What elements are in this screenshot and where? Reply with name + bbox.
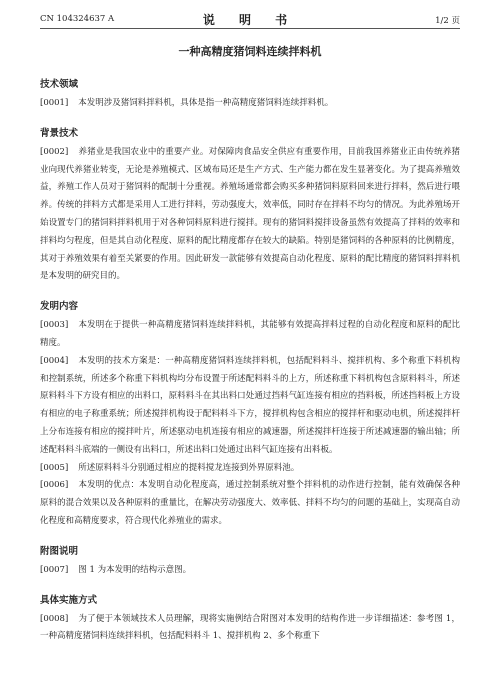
page-number: 1/2 页 xyxy=(435,16,460,26)
paragraph-text: 本发明的技术方案是：一种高精度猪饲料连续拌料机，包括配料料斗、搅拌机构、多个称重下料机构和控制系统，所述多个称重下料机构均分布设置于所述配料料斗的上方，所述称重下料机构包含原料料斗，所述原料料斗下方设有相应的出料口，原料料斗在其出料口处通过挡料气缸连接有相应的挡料板，所述挡料板上方设有相应的电子称重系统；所述搅拌机构设于配料料斗下方，搅拌机构包含相应的搅拌杆和驱动电机，所述搅拌杆上分布连接有相应的搅拌叶片，所述驱动电机连接有相应的减速器，所述搅拌杆连接于所述减速器的输出轴；所述配料料斗底端的一侧设有出料口，所述出料口处通过出料气缸连接有出料板。 xyxy=(40,355,460,455)
paragraph xyxy=(40,562,460,580)
section-drawings xyxy=(40,545,460,580)
page-header xyxy=(40,11,460,27)
section-background xyxy=(40,127,460,286)
paragraph xyxy=(40,477,460,530)
section-heading: 具体实施方式 xyxy=(40,594,98,606)
paragraph-number: [0007] xyxy=(40,564,69,575)
document-title: 一种高精度猪饲料连续拌料机 xyxy=(178,45,322,58)
paragraph-text: 本发明涉及猪饲料拌料机，具体是指一种高精度猪饲料连续拌料机。 xyxy=(78,98,334,108)
paragraph-number: [0005] xyxy=(40,462,69,473)
paragraph-number: [0006] xyxy=(40,480,69,491)
document-type: 说 明 书 xyxy=(202,13,298,27)
section-technical-field xyxy=(40,78,460,113)
paragraph xyxy=(40,95,460,113)
header-divider xyxy=(40,28,460,29)
paragraph-number: [0001] xyxy=(40,98,69,108)
paragraph xyxy=(40,611,460,647)
paragraph-text: 所述原料料斗分别通过相应的提料搅龙连接到外界原料池。 xyxy=(78,462,300,473)
document-body xyxy=(40,78,460,660)
paragraph-text: 图 1 为本发明的结构示意图。 xyxy=(78,564,192,575)
paragraph xyxy=(40,317,460,353)
paragraph xyxy=(40,460,460,478)
paragraph-text: 为了便于本领域技术人员理解，现将实施例结合附图对本发明的结构作进一步详细描述：参考图 1，一种高精度猪饲料连续拌料机，包括配料料斗 1、搅拌机构 2、多个称重下 xyxy=(40,613,460,642)
paragraph xyxy=(40,353,460,460)
section-embodiment xyxy=(40,594,460,647)
paragraph-text: 养猪业是我国农业中的重要产业。对保障肉食品安全供应有重要作用，目前我国养猪业正由传统养猪业向现代养猪业转变，无论是养殖模式、区域布局还是生产方式、生产能力都在发生显著变化。为了提高养殖效益，养殖工作人员对于猪饲料的配制十分重视。养殖场通常都会购买多种猪饲料原料回来进行拌料，然后进行喂养。传统的拌料方式都是采用人工进行拌料，劳动强度大，效率低，同时存在拌料不均匀的情况。为此养殖场开始设置专门的猪饲料拌料机用于对各种饲料原料进行搅拌。现有的猪饲料搅拌设备虽然有效提高了拌料的效率和拌料均匀程度，但是其自动化程度、原料的配比精度都存在较大的缺陷。特别是猪饲料的各种原料的比例精度，其对于养殖效果有着至关紧要的作用。因此研发一款能够有效提高自动化程度、原料的配比精度的猪饲料拌料机是本发明的研究目的。 xyxy=(40,146,460,282)
paragraph-number: [0008] xyxy=(40,613,69,624)
section-heading: 发明内容 xyxy=(40,301,79,313)
paragraph-number: [0003] xyxy=(40,320,69,331)
section-heading: 技术领域 xyxy=(40,79,79,90)
paragraph-number: [0002] xyxy=(40,146,69,157)
section-summary xyxy=(40,300,460,531)
paragraph xyxy=(40,144,460,286)
section-heading: 背景技术 xyxy=(40,127,79,139)
section-heading: 附图说明 xyxy=(40,545,79,557)
paragraph-text: 本发明的优点：本发明自动化程度高，通过控制系统对整个拌料机的动作进行控制，能有效确保各种原料的混合效果以及各种原料的重量比，在解决劳动强度大、效率低、拌料不均匀的问题的基础上，实现高自动化程度和高精度要求，符合现代化养殖业的需求。 xyxy=(40,480,460,526)
patent-number: CN 104324637 A xyxy=(40,14,115,24)
paragraph-text: 本发明在于提供一种高精度猪饲料连续拌料机，其能够有效提高拌料过程的自动化程度和原料的配比精度。 xyxy=(40,320,460,348)
paragraph-number: [0004] xyxy=(40,355,69,366)
